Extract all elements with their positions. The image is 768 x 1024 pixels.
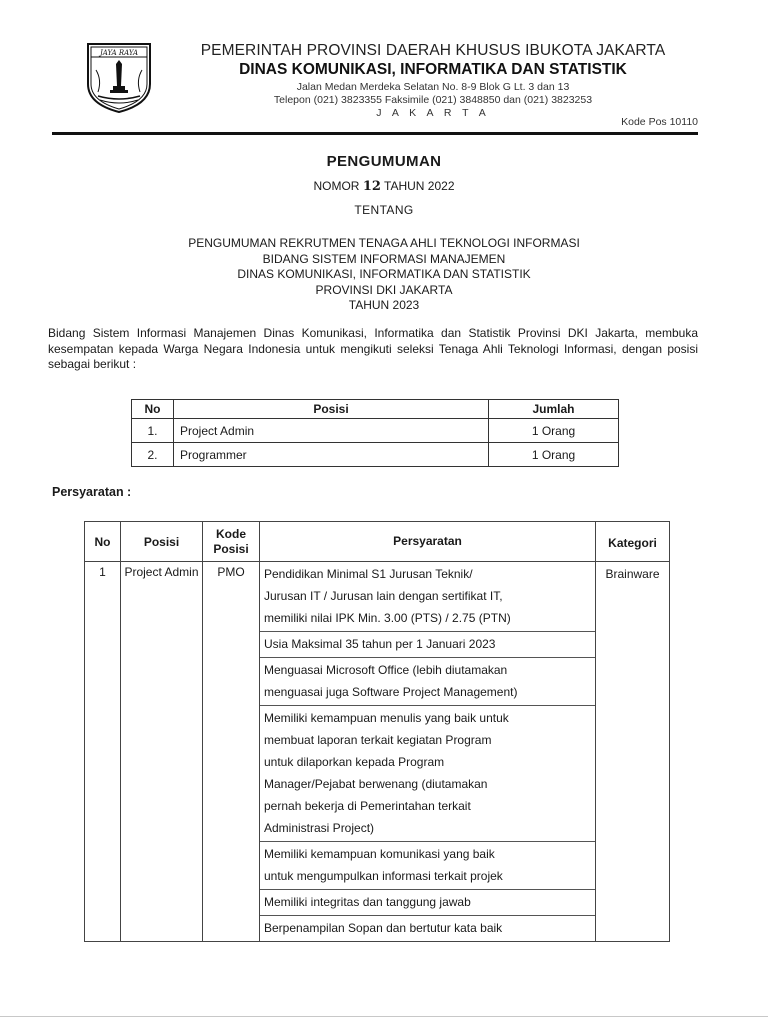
department-name: DINAS KOMUNIKASI, INFORMATIKA DAN STATISTIK bbox=[239, 61, 627, 78]
tentang-label: TENTANG bbox=[354, 203, 414, 217]
nomor-suffix: TAHUN 2022 bbox=[384, 179, 455, 193]
document-number bbox=[0, 179, 768, 194]
requirement-line: Manager/Pejabat berwenang (diutamakan bbox=[264, 777, 488, 791]
letterhead bbox=[78, 38, 698, 134]
requirement-line: memiliki nilai IPK Min. 3.00 (PTS) / 2.75 (PTN) bbox=[264, 611, 511, 625]
requirement-line: Memiliki kemampuan komunikasi yang baik bbox=[264, 847, 495, 861]
city: J A K A R T A bbox=[376, 107, 490, 119]
header-posisi: Posisi bbox=[174, 400, 489, 419]
cell-kategori: Brainware bbox=[596, 562, 670, 942]
header-kode-line: Kode bbox=[216, 527, 246, 541]
cell-kode: PMO bbox=[203, 562, 260, 942]
subject-line: TAHUN 2023 bbox=[348, 298, 420, 312]
cell-jumlah: 1 Orang bbox=[489, 443, 619, 467]
subject-line: BIDANG SISTEM INFORMASI MANAJEMEN bbox=[262, 251, 506, 266]
table-header-row bbox=[132, 400, 619, 419]
requirement-item bbox=[260, 916, 595, 941]
requirement-line: Jurusan IT / Jurusan lain dengan sertifikat IT, bbox=[264, 589, 503, 603]
requirement-item bbox=[260, 658, 595, 706]
logo-text: JAYA RAYA bbox=[99, 49, 139, 57]
requirement-line: Memiliki integritas dan tanggung jawab bbox=[264, 895, 471, 909]
nomor-value: 12 bbox=[362, 179, 381, 194]
requirement-item bbox=[260, 632, 595, 658]
jakarta-emblem-icon bbox=[82, 40, 156, 114]
document-title: PENGUMUMAN bbox=[326, 153, 442, 170]
requirement-item bbox=[260, 562, 595, 632]
letterhead-text bbox=[168, 42, 698, 120]
table-row bbox=[132, 419, 619, 443]
header-persyaratan: Persyaratan bbox=[260, 522, 596, 562]
table-header-row bbox=[85, 522, 670, 562]
address: Jalan Medan Merdeka Selatan No. 8-9 Blok G Lt. 3 dan 13 bbox=[296, 81, 570, 93]
table-row bbox=[132, 443, 619, 467]
requirement-line: membuat laporan terkait kegiatan Program bbox=[264, 733, 492, 747]
phone: Telepon (021) 3823355 Faksimile (021) 3848850 dan (021) 3823253 bbox=[273, 94, 593, 106]
requirement-line: Memiliki kemampuan menulis yang baik untuk bbox=[264, 711, 509, 725]
header-no: No bbox=[132, 400, 174, 419]
cell-posisi: Project Admin bbox=[121, 562, 203, 942]
header-kode-posisi bbox=[203, 522, 260, 562]
letterhead-divider bbox=[52, 132, 698, 135]
page-edge-line bbox=[0, 1016, 768, 1017]
header-posisi: Posisi bbox=[121, 522, 203, 562]
requirement-line: Berpenampilan Sopan dan bertutur kata baik bbox=[264, 921, 503, 935]
requirement-item bbox=[260, 842, 595, 890]
subject-line: PENGUMUMAN REKRUTMEN TENAGA AHLI TEKNOLOGI INFORMASI bbox=[188, 236, 580, 250]
cell-no: 1 bbox=[85, 562, 121, 942]
requirement-line: menguasai juga Software Project Management) bbox=[264, 685, 518, 699]
requirement-line: untuk dilaporkan kepada Program bbox=[264, 755, 445, 769]
cell-jumlah: 1 Orang bbox=[489, 419, 619, 443]
subject-line: DINAS KOMUNIKASI, INFORMATIKA DAN STATISTIK bbox=[237, 267, 531, 281]
requirement-line: Pendidikan Minimal S1 Jurusan Teknik/ bbox=[264, 567, 473, 581]
header-kategori: Kategori bbox=[596, 522, 670, 562]
requirement-line: Usia Maksimal 35 tahun per 1 Januari 2023 bbox=[264, 637, 496, 651]
requirement-line: Administrasi Project) bbox=[264, 821, 375, 835]
requirement-line: untuk mengumpulkan informasi terkait projek bbox=[264, 869, 503, 883]
table-row bbox=[85, 562, 670, 942]
government-name: PEMERINTAH PROVINSI DAERAH KHUSUS IBUKOTA JAKARTA bbox=[200, 42, 666, 59]
requirements-table bbox=[84, 521, 670, 942]
subject-block bbox=[0, 236, 768, 314]
cell-no: 1. bbox=[132, 419, 174, 443]
positions-table bbox=[131, 399, 619, 467]
header-no: No bbox=[85, 522, 121, 562]
cell-posisi: Project Admin bbox=[174, 419, 489, 443]
requirement-line: pernah bekerja di Pemerintahan terkait bbox=[264, 799, 471, 813]
postcode: Kode Pos 10110 bbox=[621, 116, 698, 128]
requirement-item bbox=[260, 890, 595, 916]
subject-line: PROVINSI DKI JAKARTA bbox=[315, 282, 453, 297]
header-kode-line: Posisi bbox=[213, 542, 249, 556]
intro-paragraph: Bidang Sistem Informasi Manajemen Dinas Komunikasi, Informatika dan Statistik Provinsi DKI Jakarta, membuka kesempatan kepada Warga Negara Indonesia untuk mengikuti seleksi Tenaga Ahli Teknologi Informasi, dengan posisi sebagai berikut : bbox=[48, 326, 698, 371]
cell-persyaratan bbox=[260, 562, 596, 942]
header-jumlah: Jumlah bbox=[489, 400, 619, 419]
requirement-item bbox=[260, 706, 595, 842]
nomor-prefix: NOMOR bbox=[313, 179, 360, 193]
cell-no: 2. bbox=[132, 443, 174, 467]
requirement-list bbox=[260, 562, 595, 941]
requirement-line: Menguasai Microsoft Office (lebih diutamakan bbox=[264, 663, 508, 677]
cell-posisi: Programmer bbox=[174, 443, 489, 467]
requirements-label: Persyaratan : bbox=[52, 485, 132, 499]
